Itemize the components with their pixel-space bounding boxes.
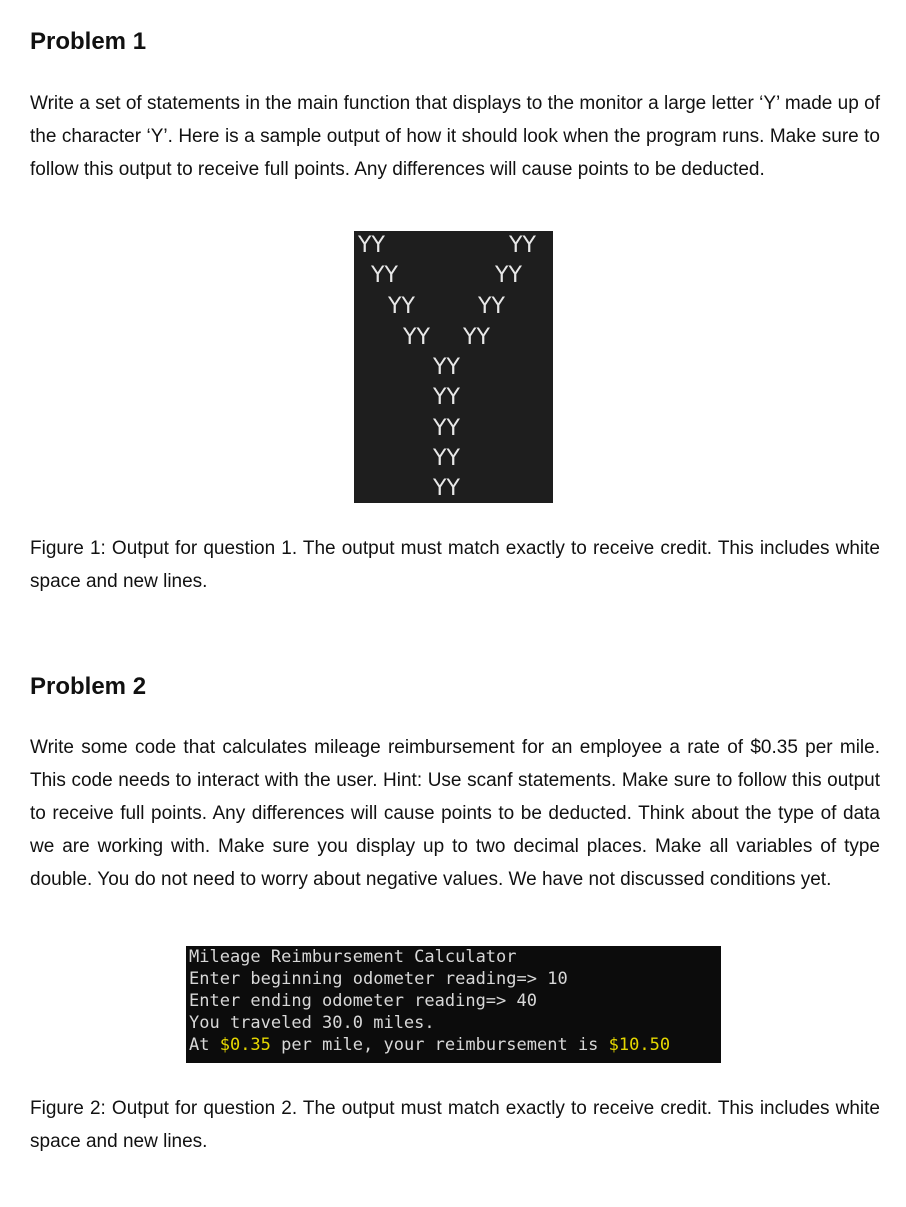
output-row	[354, 323, 553, 353]
figure-1-caption: Figure 1: Output for question 1. The output must match exactly to receive credit. This includes white space and new lines.	[30, 538, 880, 592]
output-left-yy: YY	[433, 385, 460, 410]
figure-2-caption: Figure 2: Output for question 2. The output must match exactly to receive credit. This includes white space and new lines.	[30, 1098, 880, 1152]
output-left-yy: YY	[433, 476, 460, 501]
output-left-yy: YY	[371, 263, 398, 288]
output-right-yy: YY	[509, 233, 536, 258]
output-row	[354, 444, 553, 474]
reimbursement-prefix: At	[189, 1035, 220, 1055]
reimbursement-middle: per mile, your reimbursement is	[270, 1035, 609, 1055]
output-left-yy: YY	[433, 416, 460, 441]
rate-value: $0.35	[219, 1035, 271, 1055]
output-row	[354, 353, 553, 383]
terminal-line-begin-reading: Enter beginning odometer reading=> 10	[189, 969, 568, 989]
output-right-yy: YY	[478, 294, 505, 319]
output-right-yy: YY	[495, 263, 522, 288]
terminal-line-traveled: You traveled 30.0 miles.	[189, 1013, 435, 1033]
output-left-yy: YY	[358, 233, 385, 258]
terminal-line-title: Mileage Reimbursement Calculator	[189, 947, 517, 967]
output-row	[354, 474, 553, 504]
output-row	[354, 231, 553, 261]
output-left-yy: YY	[403, 325, 430, 350]
terminal-line-end-reading: Enter ending odometer reading=> 40	[189, 991, 537, 1011]
problem-1-heading: Problem 1	[30, 28, 147, 55]
terminal-output-figure-2	[186, 946, 721, 1063]
problem-1-description: Write a set of statements in the main function that displays to the monitor a large letter ‘Y’ made up of the character ‘Y’. Here is a sample output of how it should look when the program runs. Make sure to follow this output to receive full points. Any differences will cause points to be deducted.	[30, 93, 880, 180]
output-left-yy: YY	[433, 446, 460, 471]
output-row	[354, 261, 553, 291]
problem-2-heading: Problem 2	[30, 673, 147, 700]
output-row	[354, 414, 553, 444]
terminal-line-reimbursement	[189, 1034, 670, 1056]
reimbursement-amount: $10.50	[608, 1035, 671, 1055]
terminal-output-figure-1	[354, 231, 553, 503]
output-row	[354, 292, 553, 322]
output-left-yy: YY	[433, 355, 460, 380]
output-left-yy: YY	[388, 294, 415, 319]
problem-2-description: Write some code that calculates mileage reimbursement for an employee a rate of $0.35 per mile. This code needs to interact with the user. Hint: Use scanf statements. Make sure to follow this output to receive full points. Any differences will cause points to be deducted. Think about the type of data we are working with. Make sure you display up to two decimal places. Make all variables of type double. You do not need to worry about negative values. We have not discussed conditions yet.	[30, 737, 880, 890]
output-row	[354, 383, 553, 413]
output-right-yy: YY	[463, 325, 490, 350]
